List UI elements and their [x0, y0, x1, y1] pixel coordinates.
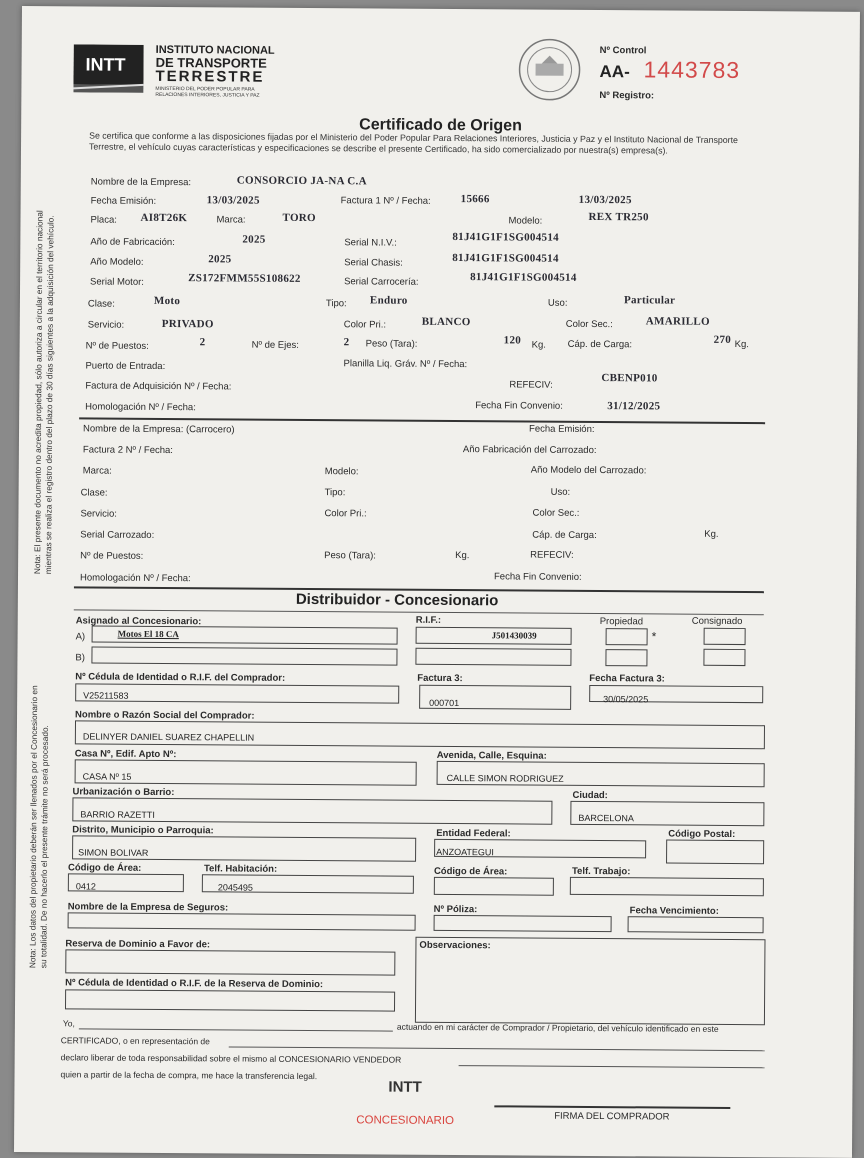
kg2-label: Kg. — [734, 338, 749, 351]
decl-certificado: CERTIFICADO, o en representación de — [60, 1035, 210, 1047]
institute-line2: DE TRANSPORTE — [155, 54, 267, 71]
serial-carroceria-value: 81J41G1F1SG004514 — [470, 271, 577, 284]
urbanizacion-label: Urbanización o Barrio: — [72, 786, 175, 799]
factura-num-value: 15666 — [460, 193, 490, 206]
ano-fab-label: Año de Fabricación: — [90, 236, 175, 249]
page-title: Certificado de Origen — [359, 116, 522, 135]
placa-value: AI8T26K — [140, 211, 188, 225]
concesionario-label: CONCESIONARIO — [356, 1114, 455, 1128]
ano-modelo-value: 2025 — [208, 253, 232, 266]
peso-value: 120 — [503, 334, 522, 347]
nombre-value: DELINYER DANIEL SUAREZ CHAPELLIN — [82, 731, 255, 743]
carrocero-refeciv-label: REFECIV: — [530, 549, 574, 561]
control-label: Nº Control — [599, 45, 647, 57]
carrocero-kg-peso-label: Kg. — [455, 550, 470, 562]
modelo-value: REX TR250 — [588, 210, 649, 224]
reserva-label: Reserva de Dominio a Favor de: — [65, 938, 211, 951]
cedula-reserva-label: Nº Cédula de Identidad o R.I.F. de la Reserva de Dominio: — [65, 977, 324, 991]
serial-motor-label: Serial Motor: — [90, 276, 144, 288]
intro-text: Se certifica que conforme a las disposiciones fijadas por el Ministerio del Poder Popular Para Relaciones Interiores, Justicia y Paz y el Instituto Nacional de Transporte Terrestre, el vehículo cuyas características y especificaciones se describe el presente Certificado, ha sido comercializado por nuestra(s) empresa(s). — [88, 130, 738, 156]
carrocero-factura2-label: Factura 2 Nº / Fecha: — [82, 444, 174, 457]
carrocero-color-pri-label: Color Pri.: — [324, 508, 367, 520]
consignado-a-checkbox[interactable] — [704, 628, 746, 645]
firma-label: FIRMA DEL COMPRADOR — [554, 1110, 670, 1123]
planilla-label: Planilla Liq. Gráv. Nº / Fecha: — [343, 358, 468, 371]
puestos-label: Nº de Puestos: — [85, 340, 149, 352]
servicio-value: PRIVADO — [161, 317, 214, 331]
servicio-label: Servicio: — [87, 319, 125, 331]
carrocero-kg-label: Kg. — [704, 528, 719, 540]
ministry-line1: MINISTERIO DEL PODER POPULAR PARA — [155, 85, 255, 93]
tipo-value: Enduro — [369, 294, 408, 307]
color-pri-label: Color Pri.: — [343, 319, 387, 331]
empresa-label: Nombre de la Empresa: — [90, 176, 192, 189]
carrocero-servicio-label: Servicio: — [80, 508, 117, 520]
telf-hab-label: Telf. Habitación: — [203, 863, 278, 875]
propiedad-b-checkbox[interactable] — [605, 649, 647, 666]
seguros-label: Nombre de la Empresa de Seguros: — [67, 901, 229, 914]
capacidad-value: 270 — [713, 333, 732, 346]
serial-chasis-value: 81J41G1F1SG004514 — [452, 252, 559, 265]
footer-intt: INTT — [388, 1078, 422, 1096]
row-a-label: A) — [75, 631, 86, 643]
concesionario-a-value: Motos El 18 CA — [117, 628, 179, 640]
color-pri-value: BLANCO — [421, 315, 471, 329]
fecha-emision-label: Fecha Emisión: — [90, 195, 157, 207]
decl-declaro-line — [459, 1065, 765, 1068]
reserva-field[interactable] — [65, 949, 395, 975]
institute-line3: TERRESTRE — [155, 67, 265, 86]
signature-line — [494, 1105, 730, 1109]
ejes-value: 2 — [343, 336, 350, 349]
observaciones-label: Observaciones: — [419, 939, 491, 952]
serial-niv-label: Serial N.I.V.: — [344, 237, 397, 249]
factura3-value: 000701 — [429, 697, 460, 709]
carrocero-empresa-label: Nombre de la Empresa: (Carrocero) — [83, 423, 235, 436]
rif-label: R.I.F.: — [415, 614, 442, 626]
distribuidor-title: Distribuidor - Concesionario — [295, 590, 499, 610]
factura1-label: Factura 1 Nº / Fecha: — [340, 195, 431, 207]
concesionario-b-field[interactable] — [91, 647, 397, 666]
color-sec-label: Color Sec.: — [565, 318, 613, 331]
avenida-value: CALLE SIMON RODRIGUEZ — [446, 772, 564, 784]
factura-fecha-value: 13/03/2025 — [578, 193, 632, 207]
carrocero-tipo-label: Tipo: — [324, 487, 346, 499]
propiedad-label: Propiedad — [599, 616, 644, 628]
puerto-label: Puerto de Entrada: — [85, 360, 166, 373]
telf-trab-field[interactable] — [570, 877, 764, 896]
row-b-label: B) — [75, 652, 85, 664]
refeciv-label: REFECIV: — [509, 379, 553, 391]
rif-b-field[interactable] — [415, 648, 571, 666]
side-note-1-line1: Nota: El presente documento no acredita propiedad, sólo autoriza a circular en el territorio nacional — [32, 210, 45, 575]
carrocero-serial-label: Serial Carrozado: — [80, 529, 155, 541]
control-number: 1443783 — [643, 56, 741, 84]
postal-field[interactable] — [666, 840, 764, 865]
side-note-2-line1: Nota: Los datos del propietario deberán ser llenados por el Concesionario en — [27, 685, 40, 969]
carrocero-fecha-emision-label: Fecha Emisión: — [529, 423, 595, 436]
asignado-label: Asignado al Concesionario: — [75, 615, 202, 628]
logo-abbr: INTT — [85, 54, 126, 75]
consignado-label: Consignado — [691, 615, 743, 628]
peso-label: Peso (Tara): — [365, 338, 418, 350]
marca-value: TORO — [282, 211, 316, 225]
distrito-label: Distrito, Municipio o Parroquia: — [72, 824, 214, 837]
carrocero-uso-label: Uso: — [550, 486, 571, 498]
refeciv-value: CBENP010 — [601, 372, 658, 385]
side-note-1 — [32, 210, 57, 574]
kg-label: Kg. — [531, 339, 546, 351]
official-seal — [517, 37, 581, 101]
fecha-factura3-value: 30/05/2025 — [603, 694, 649, 705]
clase-value: Moto — [153, 294, 181, 308]
intt-logo — [73, 44, 143, 92]
institute-line1: INSTITUTO NACIONAL — [155, 43, 275, 57]
homologacion-label: Homologación Nº / Fecha: — [85, 401, 196, 414]
empresa-value: CONSORCIO JA-NA C.A — [236, 174, 367, 188]
casa-label: Casa Nº, Edif. Apto Nº: — [74, 748, 177, 761]
decl-quien: quien a partir de la fecha de compra, me hace la transferencia legal. — [60, 1069, 318, 1082]
carrocero-capacidad-label: Cáp. de Carga: — [532, 529, 597, 542]
propiedad-a-checkbox[interactable] — [606, 628, 648, 645]
entidad-value: ANZOATEGUI — [436, 846, 494, 858]
carrocero-color-sec-label: Color Sec.: — [532, 507, 580, 519]
avenida-label: Avenida, Calle, Esquina: — [436, 749, 547, 762]
capacidad-label: Cáp. de Carga: — [567, 338, 633, 351]
telf-trab-label: Telf. Trabajo: — [571, 865, 631, 878]
cedula-label: Nº Cédula de Identidad o R.I.F. del Comprador: — [75, 671, 286, 684]
carrocero-modelo-label: Modelo: — [324, 466, 359, 478]
placa-label: Placa: — [90, 214, 117, 226]
fecha-factura3-label: Fecha Factura 3: — [589, 672, 665, 685]
nombre-label: Nombre o Razón Social del Comprador: — [75, 709, 255, 722]
postal-label: Código Postal: — [668, 828, 736, 840]
ejes-label: Nº de Ejes: — [251, 339, 299, 351]
vencimiento-field[interactable] — [628, 916, 764, 933]
modelo-label: Modelo: — [508, 215, 543, 227]
ministry-line2: RELACIONES INTERIORES, JUSTICIA Y PAZ — [155, 91, 260, 99]
area2-field[interactable] — [434, 877, 554, 896]
casa-value: CASA Nº 15 — [82, 771, 132, 782]
area2-label: Código de Área: — [433, 865, 508, 878]
ciudad-value: BARCELONA — [578, 812, 634, 824]
certificate-sheet — [14, 6, 860, 1158]
color-sec-value: AMARILLO — [645, 315, 710, 328]
propiedad-asterisk: * — [651, 629, 657, 644]
area-value: 0412 — [75, 881, 96, 892]
serial-niv-value: 81J41G1F1SG004514 — [452, 231, 559, 244]
carrocero-ano-modelo-label: Año Modelo del Carrozado: — [530, 464, 647, 477]
ano-fab-value: 2025 — [242, 233, 266, 246]
carrocero-peso-label: Peso (Tara): — [324, 550, 376, 562]
area-label: Código de Área: — [67, 862, 142, 874]
rif-a-value: J501430039 — [491, 630, 537, 641]
poliza-label: Nº Póliza: — [433, 903, 478, 916]
fecha-emision-value: 13/03/2025 — [206, 194, 260, 207]
carrocero-homologacion-label: Homologación Nº / Fecha: — [79, 572, 191, 585]
entidad-label: Entidad Federal: — [436, 827, 511, 840]
cedula-value: V25211583 — [83, 690, 129, 701]
fecha-fin-label: Fecha Fin Convenio: — [475, 400, 563, 412]
cedula-reserva-field[interactable] — [65, 989, 395, 1011]
carrocero-clase-label: Clase: — [80, 487, 108, 499]
distrito-value: SIMON BOLIVAR — [78, 847, 149, 858]
ano-modelo-label: Año Modelo: — [90, 256, 144, 268]
vencimiento-label: Fecha Vencimiento: — [629, 905, 719, 917]
seal-icon — [517, 37, 581, 101]
fecha-fin-value: 31/12/2025 — [607, 400, 661, 413]
serial-chasis-label: Serial Chasis: — [344, 257, 403, 269]
decl-yo: Yo, — [62, 1018, 75, 1029]
puestos-value: 2 — [199, 336, 206, 349]
ciudad-label: Ciudad: — [572, 789, 608, 802]
serial-motor-value: ZS172FMM55S108622 — [188, 272, 301, 285]
decl-yo-line — [79, 1028, 393, 1031]
urbanizacion-value: BARRIO RAZETTI — [80, 809, 155, 820]
carrocero-puestos-label: Nº de Puestos: — [80, 550, 144, 562]
tipo-label: Tipo: — [325, 298, 347, 310]
consignado-b-checkbox[interactable] — [703, 649, 745, 666]
marca-label: Marca: — [216, 214, 246, 226]
carrocero-fecha-fin-label: Fecha Fin Convenio: — [493, 571, 582, 583]
side-note-1-line2: mientras se realiza el registro dentro del plazo de 30 días siguientes a la adquisición del vehículo. — [43, 215, 56, 575]
carrocero-ano-fab-label: Año Fabricación del Carrozado: — [462, 444, 597, 457]
seguros-field[interactable] — [68, 912, 416, 930]
uso-label: Uso: — [547, 297, 568, 309]
observaciones-field[interactable] — [415, 937, 766, 1025]
registro-label: Nº Registro: — [599, 90, 655, 102]
decl-actuando: actuando en mi carácter de Comprador / Propietario, del vehículo identificado en este — [396, 1021, 719, 1034]
factura3-label: Factura 3: — [417, 672, 463, 685]
carrocero-marca-label: Marca: — [82, 465, 112, 477]
factura-adq-label: Factura de Adquisición Nº / Fecha: — [85, 380, 232, 393]
uso-value: Particular — [623, 294, 676, 307]
clase-label: Clase: — [87, 298, 115, 310]
decl-declaro: declaro liberar de toda responsabilidad sobre el mismo al CONCESIONARIO VENDEDOR — [60, 1052, 402, 1065]
side-note-2 — [27, 685, 51, 968]
side-note-2-line2: su totalidad. De no hacerlo el presente trámite no será procesado. — [38, 725, 50, 969]
serial-carroceria-label: Serial Carrocería: — [344, 276, 419, 288]
poliza-field[interactable] — [434, 915, 612, 932]
decl-certificado-line — [229, 1046, 765, 1051]
telf-hab-value: 2045495 — [217, 882, 253, 893]
control-prefix: AA- — [599, 62, 630, 82]
